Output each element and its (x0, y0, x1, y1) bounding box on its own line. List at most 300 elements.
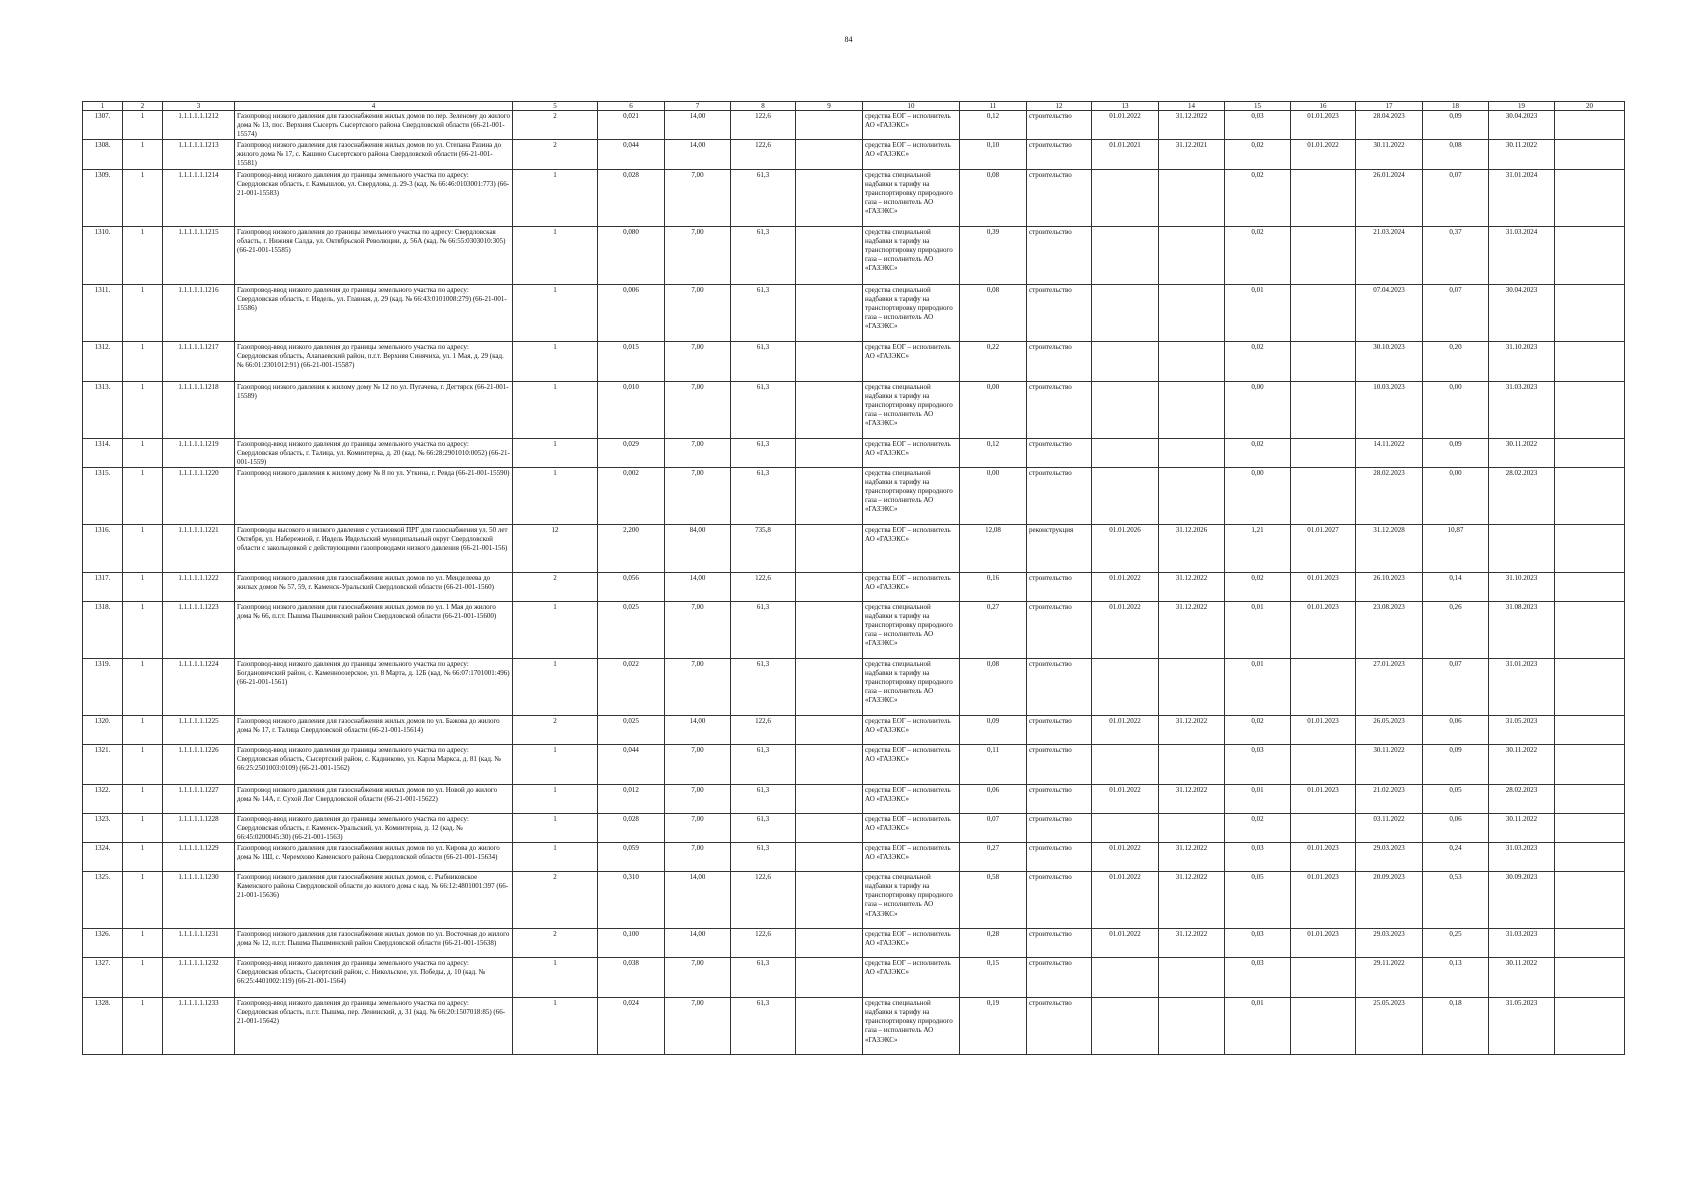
table-cell-col-4: Газопровод низкого давления для газоснабжения жилых домов по пер. Зеленому до жилого дома № 13, пос. Верхняя Сысерть Сысертского района Свердловской области (66-21-001-15574) (235, 111, 513, 140)
table-cell-col-3: 1.1.1.1.1.1215 (163, 226, 235, 284)
table-cell-col-2: 1 (123, 341, 163, 381)
table-cell-col-7: 7,00 (665, 958, 731, 998)
table-cell-col-17: 26.10.2023 (1356, 572, 1423, 601)
table-cell-col-12: строительство (1027, 744, 1092, 784)
table-cell-col-12: строительство (1027, 284, 1092, 341)
table-cell-col-9 (796, 284, 863, 341)
table-cell-col-3: 1.1.1.1.1.1220 (163, 467, 235, 524)
table-cell-col-10: средства ЕОГ – исполнитель АО «ГАЗЭКС» (863, 438, 960, 467)
table-cell-col-3: 1.1.1.1.1.1226 (163, 744, 235, 784)
table-cell-col-10: средства ЕОГ – исполнитель АО «ГАЗЭКС» (863, 744, 960, 784)
table-cell-col-10: средства специальной надбавки к тарифу на транспортировку природного газа – исполнитель АО «ГАЗЭКС» (863, 169, 960, 226)
table-cell-col-9 (796, 341, 863, 381)
column-header-5: 5 (513, 102, 598, 111)
table-cell-col-17: 27.01.2023 (1356, 658, 1423, 715)
table-cell-col-6: 0,010 (598, 381, 665, 438)
table-cell-col-14 (1159, 744, 1225, 784)
table-cell-col-9 (796, 572, 863, 601)
table-cell-col-17: 30.11.2022 (1356, 744, 1423, 784)
table-cell-col-12: строительство (1027, 872, 1092, 929)
table-cell-col-9 (796, 467, 863, 524)
table-cell-col-18: 0,06 (1423, 715, 1489, 744)
table-cell-col-11: 0,28 (960, 929, 1027, 958)
table-cell-col-5: 2 (513, 140, 598, 169)
table-cell-col-8: 61,3 (731, 438, 796, 467)
table-cell-col-11: 0,39 (960, 226, 1027, 284)
table-cell-col-19: 30.11.2022 (1489, 438, 1555, 467)
column-header-7: 7 (665, 102, 731, 111)
table-cell-col-12: реконструкция (1027, 524, 1092, 572)
table-cell-col-10: средства ЕОГ – исполнитель АО «ГАЗЭКС» (863, 813, 960, 842)
table-cell-col-3: 1.1.1.1.1.1224 (163, 658, 235, 715)
table-cell-col-14 (1159, 813, 1225, 842)
table-cell-col-18: 0,18 (1423, 998, 1489, 1055)
table-cell-col-19: 31.03.2024 (1489, 226, 1555, 284)
column-header-4: 4 (235, 102, 513, 111)
table-cell-col-2: 1 (123, 998, 163, 1055)
table-cell-col-14: 31.12.2022 (1159, 601, 1225, 658)
table-cell-col-14 (1159, 998, 1225, 1055)
table-row (83, 381, 1625, 438)
table-cell-col-1: 1307. (83, 111, 123, 140)
table-cell-col-15: 0,01 (1225, 601, 1291, 658)
table-cell-col-15: 0,01 (1225, 784, 1291, 813)
table-cell-col-12: строительство (1027, 601, 1092, 658)
table-cell-col-5: 2 (513, 111, 598, 140)
table-row (83, 843, 1625, 872)
table-cell-col-3: 1.1.1.1.1.1230 (163, 872, 235, 929)
table-row (83, 998, 1625, 1055)
table-cell-col-7: 14,00 (665, 111, 731, 140)
table-cell-col-14: 31.12.2022 (1159, 111, 1225, 140)
table-cell-col-4: Газопровод-ввод низкого давления до границы земельного участка по адресу: Свердловская область, Сысертский район, с. Кадниково, ул. Карла Маркса, д. 81 (кад. № 66:25:2501003:0109) (66-21-001-1562) (235, 744, 513, 784)
table-cell-col-12: строительство (1027, 140, 1092, 169)
table-cell-col-16: 01.01.2022 (1291, 140, 1356, 169)
table-cell-col-4: Газопровод низкого давления к жилому дому № 12 по ул. Пугачева, г. Дегтярск (66-21-001-15589) (235, 381, 513, 438)
table-cell-col-10: средства ЕОГ – исполнитель АО «ГАЗЭКС» (863, 572, 960, 601)
table-cell-col-2: 1 (123, 438, 163, 467)
table-cell-col-18: 0,05 (1423, 784, 1489, 813)
table-cell-col-14: 31.12.2021 (1159, 140, 1225, 169)
column-header-2: 2 (123, 102, 163, 111)
table-cell-col-11: 0,11 (960, 744, 1027, 784)
table-cell-col-19: 31.01.2023 (1489, 658, 1555, 715)
table-cell-col-1: 1325. (83, 872, 123, 929)
table-cell-col-1: 1321. (83, 744, 123, 784)
table-cell-col-11: 0,08 (960, 658, 1027, 715)
table-cell-col-3: 1.1.1.1.1.1216 (163, 284, 235, 341)
table-cell-col-12: строительство (1027, 572, 1092, 601)
table-cell-col-16: 01.01.2023 (1291, 784, 1356, 813)
table-cell-col-5: 1 (513, 467, 598, 524)
table-cell-col-16 (1291, 226, 1356, 284)
table-cell-col-17: 26.01.2024 (1356, 169, 1423, 226)
table-cell-col-15: 0,05 (1225, 872, 1291, 929)
table-cell-col-18: 0,53 (1423, 872, 1489, 929)
table-cell-col-5: 1 (513, 744, 598, 784)
table-cell-col-5: 2 (513, 872, 598, 929)
table-cell-col-18: 0,08 (1423, 140, 1489, 169)
table-cell-col-4: Газопровод низкого давления для газоснабжения жилых домов по ул. Кирова до жилого дома № 1Ш, с. Черемхово Каменского района Свердловской области (66-21-001-15634) (235, 843, 513, 872)
table-cell-col-9 (796, 813, 863, 842)
table-cell-col-18: 0,09 (1423, 438, 1489, 467)
table-cell-col-2: 1 (123, 872, 163, 929)
table-cell-col-8: 61,3 (731, 658, 796, 715)
table-cell-col-10: средства ЕОГ – исполнитель АО «ГАЗЭКС» (863, 929, 960, 958)
investment-program-table (82, 101, 1625, 1055)
table-cell-col-17: 31.12.2028 (1356, 524, 1423, 572)
table-cell-col-4: Газопровод низкого давления для газоснабжения жилых домов по ул. Бажова до жилого дома № 17, г. Талица Свердловской области (66-21-001-15614) (235, 715, 513, 744)
table-cell-col-18: 0,20 (1423, 341, 1489, 381)
table-cell-col-7: 14,00 (665, 140, 731, 169)
table-cell-col-14 (1159, 226, 1225, 284)
table-cell-col-3: 1.1.1.1.1.1223 (163, 601, 235, 658)
table-cell-col-8: 61,3 (731, 744, 796, 784)
table-cell-col-4: Газопровод низкого давления для газоснабжения жилых домов по ул. Степана Разина до жилого дома № 17, с. Кашино Сысертского района Свердловской области (66-21-001-15581) (235, 140, 513, 169)
table-cell-col-10: средства специальной надбавки к тарифу на транспортировку природного газа – исполнитель АО «ГАЗЭКС» (863, 226, 960, 284)
table-cell-col-8: 61,3 (731, 381, 796, 438)
table-cell-col-1: 1319. (83, 658, 123, 715)
table-cell-col-20 (1555, 784, 1625, 813)
table-cell-col-19 (1489, 524, 1555, 572)
table-cell-col-17: 25.05.2023 (1356, 998, 1423, 1055)
table-cell-col-18: 0,07 (1423, 284, 1489, 341)
table-cell-col-13 (1092, 744, 1159, 784)
table-cell-col-13: 01.01.2022 (1092, 572, 1159, 601)
table-cell-col-20 (1555, 572, 1625, 601)
table-cell-col-3: 1.1.1.1.1.1212 (163, 111, 235, 140)
table-cell-col-11: 0,12 (960, 111, 1027, 140)
table-cell-col-11: 0,27 (960, 601, 1027, 658)
table-row (83, 958, 1625, 998)
table-row (83, 572, 1625, 601)
table-cell-col-13 (1092, 226, 1159, 284)
table-cell-col-2: 1 (123, 958, 163, 998)
table-cell-col-11: 0,19 (960, 998, 1027, 1055)
table-cell-col-20 (1555, 658, 1625, 715)
table-cell-col-8: 735,8 (731, 524, 796, 572)
table-cell-col-9 (796, 958, 863, 998)
table-cell-col-11: 0,07 (960, 813, 1027, 842)
table-cell-col-18: 0,07 (1423, 169, 1489, 226)
table-cell-col-13: 01.01.2026 (1092, 524, 1159, 572)
table-cell-col-17: 07.04.2023 (1356, 284, 1423, 341)
table-cell-col-19: 30.04.2023 (1489, 284, 1555, 341)
table-cell-col-10: средства специальной надбавки к тарифу на транспортировку природного газа – исполнитель АО «ГАЗЭКС» (863, 872, 960, 929)
table-cell-col-13 (1092, 169, 1159, 226)
table-cell-col-9 (796, 744, 863, 784)
table-cell-col-15: 0,03 (1225, 929, 1291, 958)
table-cell-col-17: 26.05.2023 (1356, 715, 1423, 744)
table-cell-col-5: 1 (513, 381, 598, 438)
column-header-1: 1 (83, 102, 123, 111)
table-cell-col-9 (796, 715, 863, 744)
table-cell-col-19: 30.11.2022 (1489, 813, 1555, 842)
table-cell-col-20 (1555, 524, 1625, 572)
table-cell-col-4: Газопровод-ввод низкого давления до границы земельного участка по адресу: Свердловская область, г. Каменск-Уральский, ул. Коминтерна, д. 12 (кад. № 66:45:0200045:30) (66-21-001-1563) (235, 813, 513, 842)
table-cell-col-11: 0,00 (960, 381, 1027, 438)
table-cell-col-18: 10,87 (1423, 524, 1489, 572)
column-header-17: 17 (1356, 102, 1423, 111)
table-cell-col-11: 12,08 (960, 524, 1027, 572)
table-cell-col-13: 01.01.2022 (1092, 872, 1159, 929)
table-cell-col-9 (796, 524, 863, 572)
table-cell-col-6: 0,021 (598, 111, 665, 140)
table-cell-col-14 (1159, 169, 1225, 226)
table-cell-col-16: 01.01.2023 (1291, 843, 1356, 872)
table-cell-col-13: 01.01.2022 (1092, 111, 1159, 140)
column-header-3: 3 (163, 102, 235, 111)
table-cell-col-13 (1092, 341, 1159, 381)
table-cell-col-4: Газопровод-ввод низкого давления до границы земельного участка по адресу: Свердловская область, п.г.т. Пышма, пер. Ленинский, д. 31 (кад. № 66:20:1507018:85) (66-21-001-15642) (235, 998, 513, 1055)
table-cell-col-13 (1092, 438, 1159, 467)
table-cell-col-12: строительство (1027, 784, 1092, 813)
table-cell-col-11: 0,27 (960, 843, 1027, 872)
table-cell-col-7: 7,00 (665, 813, 731, 842)
table-cell-col-7: 7,00 (665, 658, 731, 715)
table-row (83, 524, 1625, 572)
table-cell-col-4: Газопровод низкого давления для газоснабжения жилых домов по ул. 1 Мая до жилого дома № 66, п.г.т. Пышма Пышминский район Свердловской области (66-21-001-15600) (235, 601, 513, 658)
table-cell-col-17: 30.11.2022 (1356, 140, 1423, 169)
table-cell-col-11: 0,00 (960, 467, 1027, 524)
table-cell-col-13 (1092, 658, 1159, 715)
table-cell-col-8: 61,3 (731, 341, 796, 381)
table-cell-col-12: строительство (1027, 843, 1092, 872)
table-cell-col-6: 0,059 (598, 843, 665, 872)
column-header-6: 6 (598, 102, 665, 111)
table-cell-col-9 (796, 658, 863, 715)
table-cell-col-20 (1555, 601, 1625, 658)
table-cell-col-6: 0,022 (598, 658, 665, 715)
table-cell-col-17: 21.03.2024 (1356, 226, 1423, 284)
table-cell-col-15: 0,02 (1225, 140, 1291, 169)
table-cell-col-8: 122,6 (731, 140, 796, 169)
table-cell-col-18: 0,00 (1423, 381, 1489, 438)
table-cell-col-6: 0,038 (598, 958, 665, 998)
table-cell-col-17: 29.03.2023 (1356, 843, 1423, 872)
table-cell-col-1: 1316. (83, 524, 123, 572)
table-cell-col-8: 122,6 (731, 715, 796, 744)
table-cell-col-20 (1555, 284, 1625, 341)
table-cell-col-15: 0,01 (1225, 998, 1291, 1055)
table-cell-col-13: 01.01.2022 (1092, 601, 1159, 658)
table-cell-col-17: 20.09.2023 (1356, 872, 1423, 929)
table-cell-col-16 (1291, 998, 1356, 1055)
table-cell-col-14 (1159, 341, 1225, 381)
table-cell-col-2: 1 (123, 715, 163, 744)
table-cell-col-12: строительство (1027, 438, 1092, 467)
table-cell-col-1: 1314. (83, 438, 123, 467)
table-cell-col-17: 23.08.2023 (1356, 601, 1423, 658)
table-cell-col-19: 31.08.2023 (1489, 601, 1555, 658)
table-cell-col-14: 31.12.2022 (1159, 784, 1225, 813)
table-cell-col-3: 1.1.1.1.1.1231 (163, 929, 235, 958)
table-cell-col-19: 30.04.2023 (1489, 111, 1555, 140)
table-cell-col-19: 31.03.2023 (1489, 843, 1555, 872)
table-cell-col-3: 1.1.1.1.1.1222 (163, 572, 235, 601)
table-row (83, 284, 1625, 341)
table-cell-col-10: средства специальной надбавки к тарифу на транспортировку природного газа – исполнитель АО «ГАЗЭКС» (863, 658, 960, 715)
table-cell-col-16: 01.01.2027 (1291, 524, 1356, 572)
table-cell-col-4: Газопровод-ввод низкого давления до границы земельного участка по адресу: Свердловская область, Сысертский район, с. Никольское, ул. Победы, д. 10 (кад. № 66:25:4401002:119) (66-21-001-1564) (235, 958, 513, 998)
column-header-19: 19 (1489, 102, 1555, 111)
table-cell-col-8: 61,3 (731, 813, 796, 842)
table-cell-col-15: 0,03 (1225, 111, 1291, 140)
table-cell-col-16 (1291, 658, 1356, 715)
table-cell-col-15: 0,02 (1225, 438, 1291, 467)
table-cell-col-2: 1 (123, 284, 163, 341)
table-cell-col-17: 03.11.2022 (1356, 813, 1423, 842)
table-cell-col-10: средства специальной надбавки к тарифу на транспортировку природного газа – исполнитель АО «ГАЗЭКС» (863, 998, 960, 1055)
table-cell-col-20 (1555, 813, 1625, 842)
table-cell-col-12: строительство (1027, 226, 1092, 284)
table-cell-col-14 (1159, 958, 1225, 998)
table-cell-col-15: 0,00 (1225, 467, 1291, 524)
table-cell-col-20 (1555, 226, 1625, 284)
table-cell-col-11: 0,58 (960, 872, 1027, 929)
table-cell-col-18: 0,00 (1423, 467, 1489, 524)
table-cell-col-2: 1 (123, 658, 163, 715)
table-cell-col-1: 1315. (83, 467, 123, 524)
table-cell-col-18: 0,09 (1423, 111, 1489, 140)
table-row (83, 140, 1625, 169)
table-cell-col-2: 1 (123, 524, 163, 572)
table-cell-col-13: 01.01.2022 (1092, 843, 1159, 872)
table-cell-col-1: 1317. (83, 572, 123, 601)
table-cell-col-15: 0,01 (1225, 658, 1291, 715)
table-cell-col-5: 1 (513, 438, 598, 467)
table-cell-col-2: 1 (123, 929, 163, 958)
table-cell-col-5: 1 (513, 284, 598, 341)
table-cell-col-3: 1.1.1.1.1.1219 (163, 438, 235, 467)
table-cell-col-4: Газопровод низкого давления для газоснабжения жилых домов по ул. Менделеева до жилых домов № 57, 59, г. Каменск-Уральский Свердловской области (66-21-001-1560) (235, 572, 513, 601)
table-cell-col-2: 1 (123, 813, 163, 842)
table-cell-col-19: 31.10.2023 (1489, 341, 1555, 381)
table-cell-col-7: 7,00 (665, 381, 731, 438)
table-row (83, 467, 1625, 524)
table-cell-col-4: Газопровод низкого давления для газоснабжения жилых домов, с. Рыбниковское Каменского района Свердловской области до жилого дома с кад. № 66:12:4801001:397 (66-21-001-15636) (235, 872, 513, 929)
table-cell-col-7: 84,00 (665, 524, 731, 572)
table-cell-col-18: 0,09 (1423, 744, 1489, 784)
table-cell-col-15: 0,03 (1225, 958, 1291, 998)
table-cell-col-20 (1555, 111, 1625, 140)
table-cell-col-10: средства ЕОГ – исполнитель АО «ГАЗЭКС» (863, 341, 960, 381)
table-cell-col-14 (1159, 658, 1225, 715)
table-cell-col-7: 14,00 (665, 715, 731, 744)
table-cell-col-14: 31.12.2022 (1159, 929, 1225, 958)
table-cell-col-6: 0,029 (598, 438, 665, 467)
table-cell-col-9 (796, 438, 863, 467)
table-cell-col-6: 0,006 (598, 284, 665, 341)
table-cell-col-14 (1159, 284, 1225, 341)
table-cell-col-13: 01.01.2022 (1092, 784, 1159, 813)
table-cell-col-8: 122,6 (731, 872, 796, 929)
table-cell-col-1: 1327. (83, 958, 123, 998)
table-cell-col-10: средства ЕОГ – исполнитель АО «ГАЗЭКС» (863, 958, 960, 998)
table-row (83, 658, 1625, 715)
table-cell-col-1: 1311. (83, 284, 123, 341)
table-cell-col-18: 0,13 (1423, 958, 1489, 998)
table-cell-col-11: 0,12 (960, 438, 1027, 467)
table-cell-col-4: Газопровод низкого давления для газоснабжения жилых домов по ул. Восточная до жилого дома № 12, п.г.т. Пышма Пышминский район Свердловской области (66-21-001-15638) (235, 929, 513, 958)
table-cell-col-15: 0,01 (1225, 284, 1291, 341)
table-cell-col-9 (796, 169, 863, 226)
table-cell-col-1: 1310. (83, 226, 123, 284)
table-cell-col-19: 28.02.2023 (1489, 784, 1555, 813)
table-cell-col-13 (1092, 998, 1159, 1055)
table-cell-col-11: 0,22 (960, 341, 1027, 381)
table-cell-col-8: 61,3 (731, 284, 796, 341)
table-cell-col-18: 0,26 (1423, 601, 1489, 658)
table-cell-col-20 (1555, 958, 1625, 998)
table-cell-col-6: 0,002 (598, 467, 665, 524)
table-cell-col-5: 2 (513, 572, 598, 601)
table-cell-col-16: 01.01.2023 (1291, 111, 1356, 140)
table-cell-col-10: средства ЕОГ – исполнитель АО «ГАЗЭКС» (863, 140, 960, 169)
column-header-8: 8 (731, 102, 796, 111)
table-row (83, 111, 1625, 140)
table-cell-col-17: 10.03.2023 (1356, 381, 1423, 438)
table-cell-col-8: 61,3 (731, 169, 796, 226)
table-cell-col-7: 7,00 (665, 341, 731, 381)
table-cell-col-2: 1 (123, 226, 163, 284)
table-cell-col-19: 31.03.2023 (1489, 929, 1555, 958)
table-cell-col-9 (796, 140, 863, 169)
table-cell-col-3: 1.1.1.1.1.1225 (163, 715, 235, 744)
table-cell-col-16 (1291, 813, 1356, 842)
table-cell-col-18: 0,37 (1423, 226, 1489, 284)
table-cell-col-1: 1309. (83, 169, 123, 226)
table-cell-col-20 (1555, 744, 1625, 784)
table-row (83, 438, 1625, 467)
table-cell-col-12: строительство (1027, 998, 1092, 1055)
table-cell-col-20 (1555, 341, 1625, 381)
table-cell-col-19: 30.11.2022 (1489, 140, 1555, 169)
table-row (83, 872, 1625, 929)
table-cell-col-2: 1 (123, 140, 163, 169)
table-cell-col-11: 0,08 (960, 169, 1027, 226)
table-cell-col-14 (1159, 467, 1225, 524)
column-header-13: 13 (1092, 102, 1159, 111)
table-cell-col-6: 0,100 (598, 929, 665, 958)
table-cell-col-13 (1092, 958, 1159, 998)
table-row (83, 929, 1625, 958)
table-cell-col-17: 28.02.2023 (1356, 467, 1423, 524)
table-cell-col-9 (796, 929, 863, 958)
table-cell-col-18: 0,07 (1423, 658, 1489, 715)
table-cell-col-8: 122,6 (731, 572, 796, 601)
table-cell-col-5: 12 (513, 524, 598, 572)
table-cell-col-7: 7,00 (665, 226, 731, 284)
table-cell-col-15: 0,02 (1225, 169, 1291, 226)
table-cell-col-10: средства ЕОГ – исполнитель АО «ГАЗЭКС» (863, 784, 960, 813)
table-cell-col-14: 31.12.2022 (1159, 872, 1225, 929)
column-header-18: 18 (1423, 102, 1489, 111)
table-cell-col-17: 29.11.2022 (1356, 958, 1423, 998)
table-cell-col-7: 14,00 (665, 929, 731, 958)
table-cell-col-17: 29.03.2023 (1356, 929, 1423, 958)
table-cell-col-6: 2,200 (598, 524, 665, 572)
table-cell-col-15: 0,00 (1225, 381, 1291, 438)
table-cell-col-6: 0,056 (598, 572, 665, 601)
table-cell-col-2: 1 (123, 784, 163, 813)
table-cell-col-13 (1092, 284, 1159, 341)
table-cell-col-4: Газопровод-ввод низкого давления до границы земельного участка по адресу: Свердловская область, г. Ивдель, ул. Главная, д. 29 (кад. № 66:43:0101008:279) (66-21-001-15586) (235, 284, 513, 341)
table-cell-col-20 (1555, 929, 1625, 958)
table-cell-col-6: 0,025 (598, 715, 665, 744)
table-cell-col-11: 0,08 (960, 284, 1027, 341)
table-cell-col-6: 0,025 (598, 601, 665, 658)
